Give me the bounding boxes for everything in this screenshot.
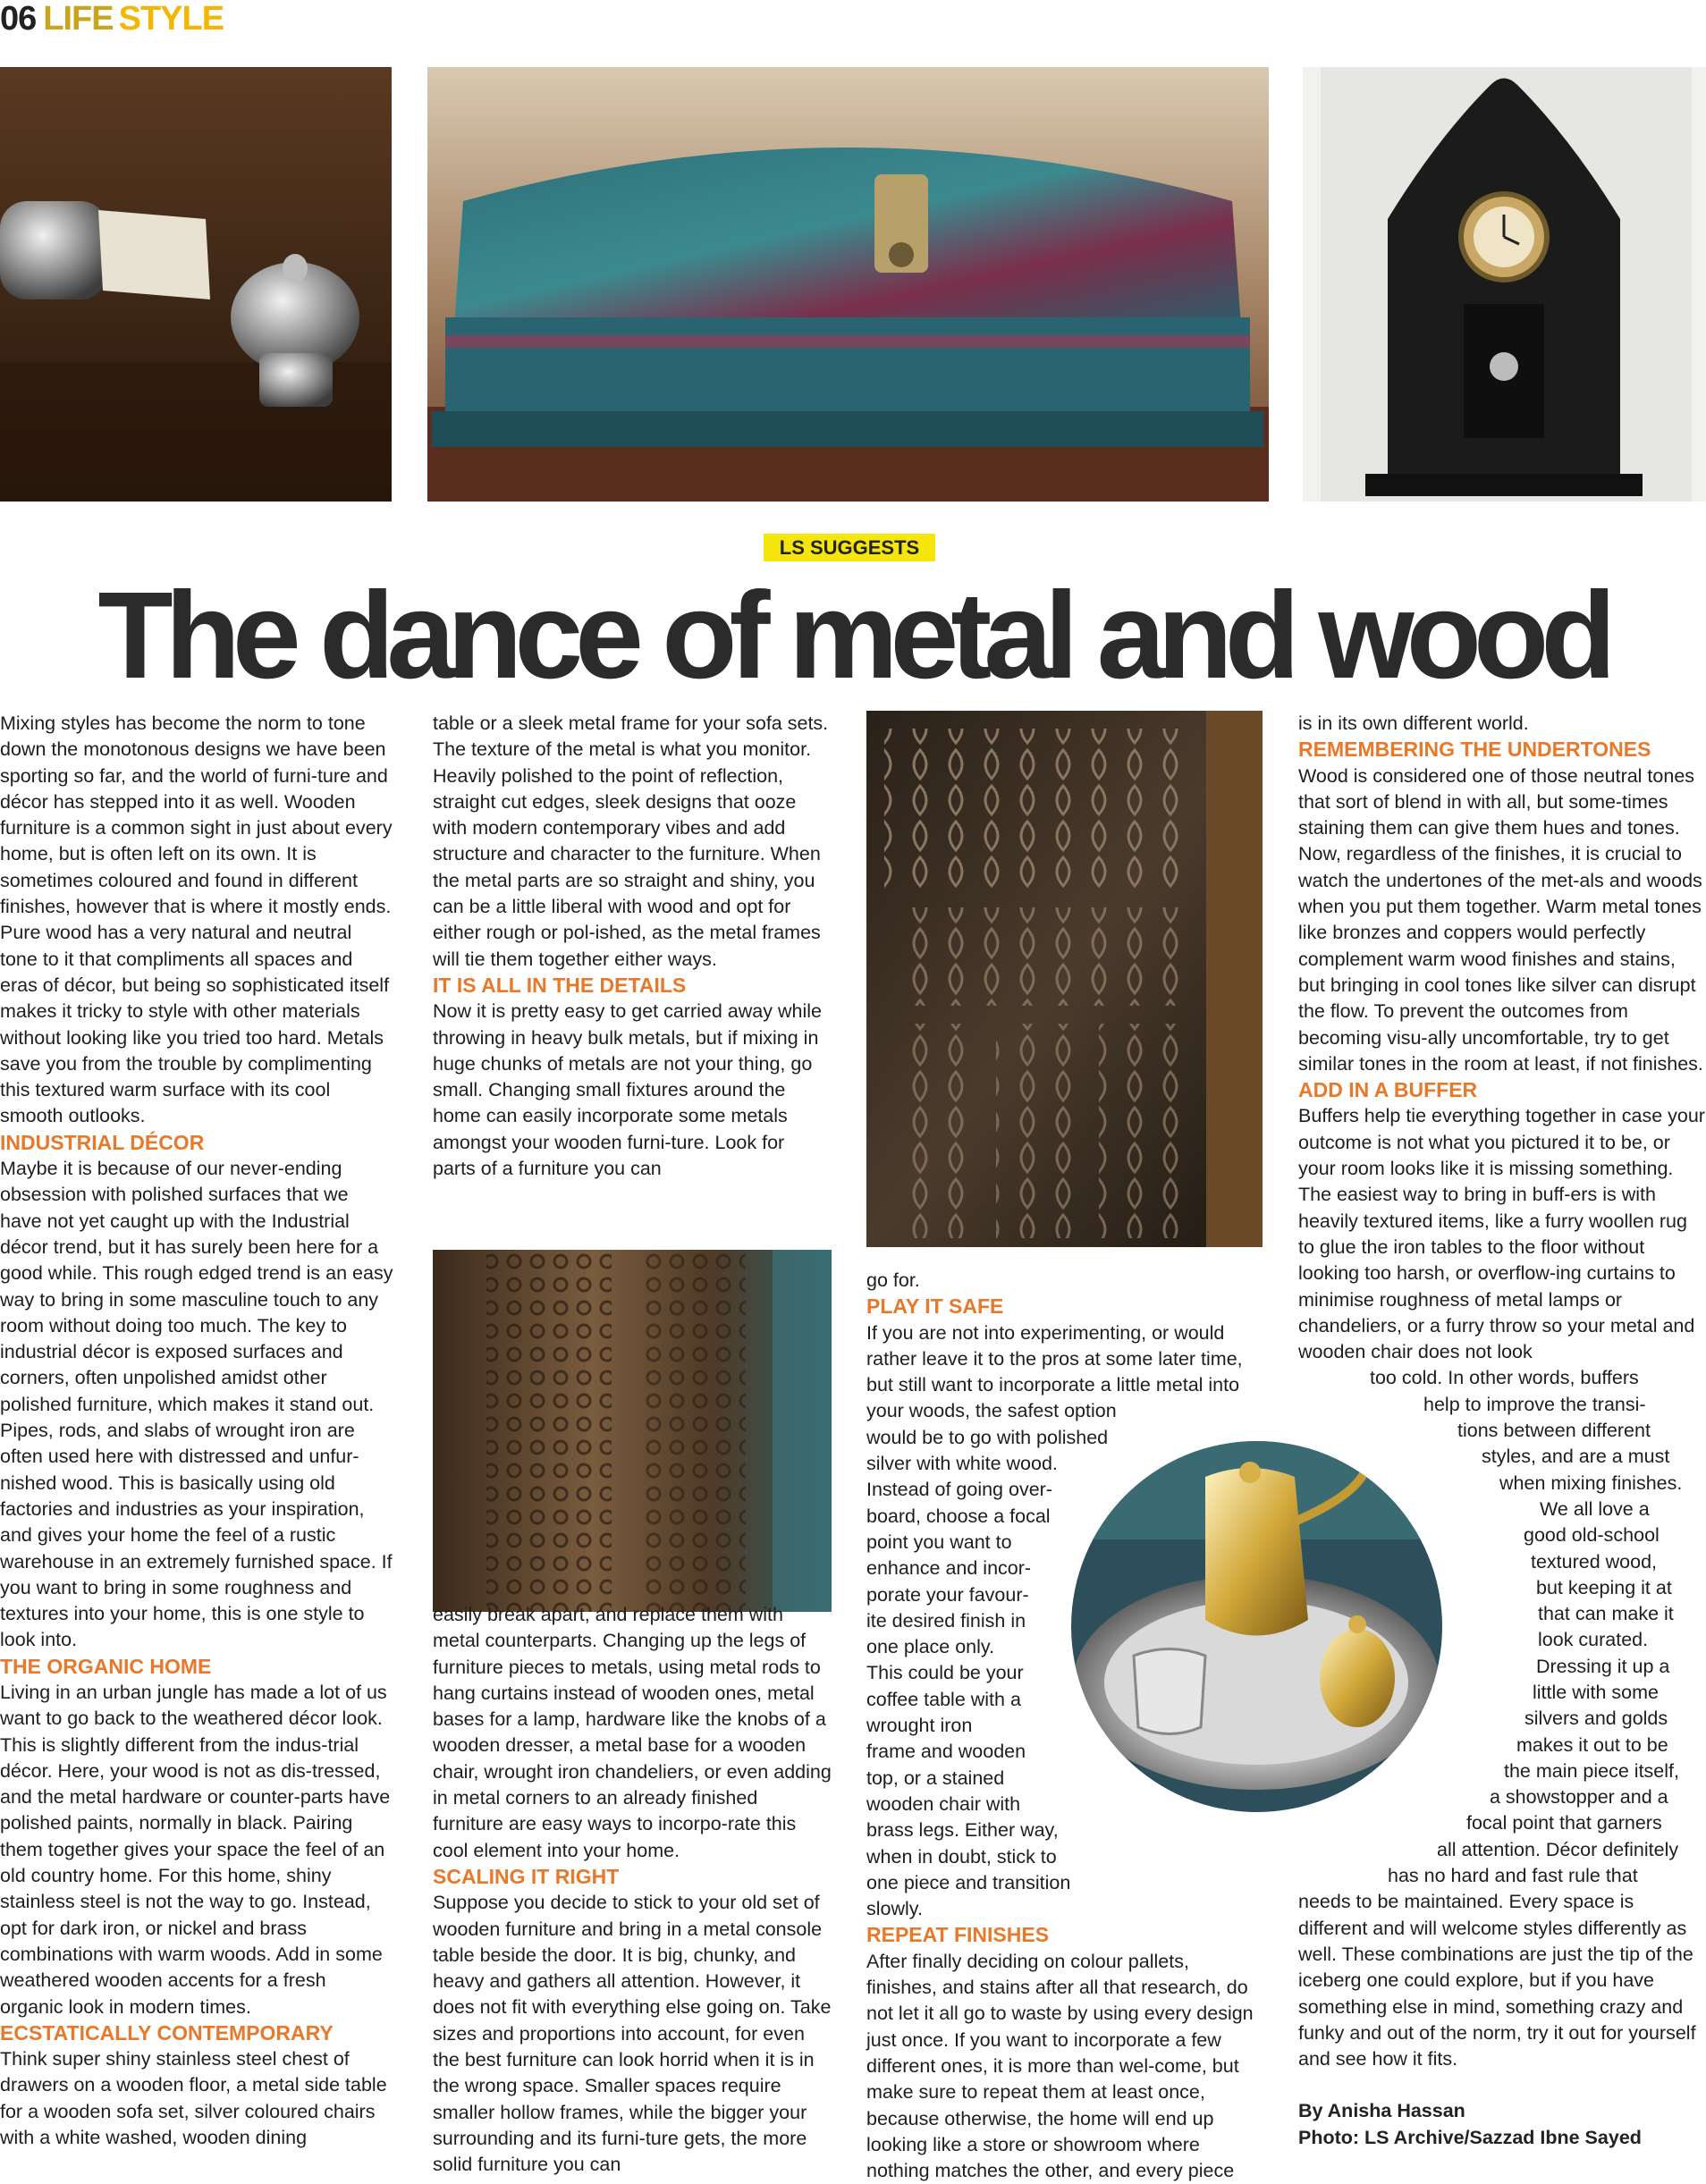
paragraph: Wood is considered one of those neutral tones that sort of blend in with all, but some-times staining them can give them hues and tones. Now, regardless of the finishes, it is crucial to watch the undertones of the met-als and woods when you put them together. Warm metal tones like bronzes and coppers would perfectly complement warm wood finishes and stains, but bringing in cool tones like silver can disrupt the flow. To prevent the outcomes from becoming visu-ally uncomfortable, try to get similar tones in the room at least, if not finishes. [1298,764,1703,1075]
text-line: help to improve the transi- [1423,1393,1646,1415]
text-line: point you want to [866,1530,1012,1553]
text-line: all attention. Décor definitely [1437,1838,1679,1860]
text-line: wrought iron [866,1715,973,1737]
section-heading: REMEMBERING THE UNDERTONES [1298,738,1651,762]
text-line: We all love a [1540,1497,1650,1520]
painted-wooden-chest-photo [427,67,1269,502]
section-heading: ADD IN A BUFFER [1298,1078,1478,1102]
text-line: the main piece itself, [1504,1759,1679,1782]
paragraph: is in its own different world. [1298,713,1529,734]
text-line: too cold. In other words, buffers [1370,1367,1639,1389]
paragraph: Buffers help tie everything together in case your outcome is not what you pictured it to be, or your room looks like it is missing something. The easiest way to bring in buff-ers is with heavily textured items, like a furry woollen rug to glue the iron tables to the floor without looking too harsh, or overflow-ing curtains to minimise roughness of metal lamps or chandeliers, or a furry throw so your metal and wooden chair does not look [1298,1105,1705,1363]
text-line: board, choose a focal [866,1505,1051,1527]
carved-wooden-clock-photo [1303,67,1706,502]
carved-wooden-doors-photo [866,711,1263,1247]
paragraph: After finally deciding on colour pallets, finishes, and stains after all that research, do not let it all go to waste by using every design just once. If you want to incorporate a few different ones, it is more than wel-come, but make sure to repeat them at least once, because otherwise, the home will end up looking like a store or showroom where nothing matches the other, and every piece [866,1950,1254,2182]
carved-wooden-panel-photo [433,1250,832,1612]
column-4 [1298,711,1706,2151]
text-line: has no hard and fast rule that [1388,1865,1638,1887]
paragraph: Think super shiny stainless steel chest of drawers on a wooden floor, a metal side table for a wooden sofa set, silver coloured chairs with a white washed, wooden dining [0,2048,387,2149]
section-heading: THE ORGANIC HOME [0,1654,212,1678]
page-title: The dance of metal and wood [97,567,1609,704]
text-line: tions between different [1457,1420,1651,1442]
section-heading: ECSTATICALLY CONTEMPORARY [0,2020,334,2045]
paragraph: needs to be maintained. Every space is different and will welcome styles differently as well. These combinations are just the tip of the iceberg one could explore, but if you have something else in mind, something crazy and funky and out of the norm, try it out for yourself and see how it fits. [1298,1891,1696,2070]
text-line: but keeping it at [1536,1576,1672,1598]
silver-accessories-photo [0,67,392,502]
section-name-life: LIFE [43,0,114,38]
paragraph: table or a sleek metal frame for your sofa sets. The texture of the metal is what you monitor. Heavily polished to the point of reflection, straight cut edges, sleek designs that ooze with modern contemporary vibes and add structure and character to the furniture. When the metal parts are so straight and shiny, you can be a little liberal with wood and opt for either rough or pol-ished, as the metal frames will tie them together either ways. [433,713,829,970]
section-heading: PLAY IT SAFE [866,1294,1004,1319]
text-line: Instead of going over- [866,1479,1052,1501]
text-line: coffee table with a [866,1688,1021,1710]
text-line: one piece and transition [866,1871,1071,1893]
text-line: textured wood, [1531,1550,1658,1573]
text-line: Dressing it up a [1536,1655,1670,1677]
text-line: focal point that garners [1466,1812,1662,1834]
section-masthead [0,0,224,36]
author-byline: By Anisha Hassan [1298,2100,1465,2122]
text-line: little with some [1533,1681,1659,1703]
text-line: porate your favour- [866,1583,1029,1606]
section-name-style: STYLE [118,0,224,38]
paragraph: Maybe it is because of our never-ending obsession with polished surfaces that we have not yet caught up with the Industrial décor trend, but it has surely been here for a good while. This rough edged trend is an easy way to bring in some masculine touch to any room without doing too much. The key to industrial décor is exposed surfaces and corners, often unpolished amidst other polished furniture, which makes it stand out. Pipes, rods, and slabs of wrought iron are often used here with distressed and unfur-nished wood. This is basically using old factories and industries as your inspiration, and gives your home the feel of a rustic warehouse in an extremely furnished space. If you want to bring in some roughness and textures into your home, this is one style to look into. [0,1158,393,1651]
photo-credit: Photo: LS Archive/Sazzad Ibne Sayed [1298,2126,1642,2148]
text-line: that can make it [1538,1603,1674,1625]
text-line: top, or a stained [866,1767,1005,1789]
section-heading: IT IS ALL IN THE DETAILS [433,973,687,997]
text-line: ite desired finish in [866,1609,1026,1632]
text-line: frame and wooden [866,1741,1026,1763]
wrapped-paragraph [1298,1365,1706,1889]
column-2-top [433,711,832,1182]
text-line: enhance and incor- [866,1557,1032,1580]
text-line: silver with white wood. [866,1453,1058,1475]
paragraph: Mixing styles has become the norm to tone down the monotonous designs we have been sporting so far, and the world of furni-ture and décor has stepped into it as well. Wooden furniture is a common sight in just about every home, but is often left on its own. It is sometimes coloured and found in different finishes, however that is where it mostly ends. Pure wood has a very natural and neutral tone to it that compliments all spaces and eras of décor, but being so sophisticated itself makes it tricky to style with other materials without looking like you tried too hard. Metals save you from the trouble by complimenting this textured warm surface with its cool smooth outlooks. [0,713,393,1127]
section-heading: REPEAT FINISHES [866,1923,1050,1947]
text-line: one place only. [866,1636,995,1658]
spacer [1298,2072,1706,2098]
paragraph: If you are not into experimenting, or would rather leave it to the pros at some later time, but still want to incorporate a little metal into your woods, the safest option [866,1321,1243,1422]
text-line: would be to go with polished [866,1426,1109,1448]
text-line: silvers and golds [1524,1708,1668,1730]
text-line: wooden chair with [866,1792,1021,1815]
text-line: styles, and are a must [1482,1446,1670,1468]
text-line: slowly. [866,1898,923,1920]
section-heading: INDUSTRIAL DÉCOR [0,1130,205,1154]
page-number: 06 [0,0,37,38]
text-line: when in doubt, stick to [866,1845,1057,1868]
column-2-bottom [433,1602,832,2179]
text-line: makes it out to be [1516,1733,1668,1756]
paragraph: Suppose you decide to stick to your old set of wooden furniture and bring in a metal console table beside the door. It is big, chunky, and heavy and gathers all attention. However, it does not fit with everything else going on. Take sizes and proportions into account, for even the best furniture can look horrid when it is in the wrong space. Smaller spaces require smaller hollow frames, while the bigger your surrounding and its furni-ture gets, the more solid furniture you can [433,1892,832,2176]
paragraph: easily break apart, and replace them with metal counterparts. Changing up the legs of furniture pieces to metals, using metal rods to hang curtains instead of wooden ones, metal bases for a lamp, hardware like the knobs of a wooden dresser, a metal base for a wooden chair, wrought iron chandeliers, or even adding in metal corners to an already finished furniture are easy ways to incorpo-rate this cool element into your home. [433,1604,832,1861]
text-line: This could be your [866,1662,1024,1684]
text-line: when mixing finishes. [1499,1471,1683,1494]
text-line: brass legs. Either way, [866,1819,1059,1842]
paragraph: Now it is pretty easy to get carried away while throwing in heavy bulk metals, but if mixing in huge chunks of metals are not your thing, go small. Changing small fixtures around the home can easily incorporate some metals amongst your wooden furni-ture. Look for parts of a furniture you can [433,1000,822,1180]
section-heading: SCALING IT RIGHT [433,1864,620,1888]
text-line: a showstopper and a [1490,1786,1668,1809]
column-1 [0,711,393,2151]
kicker-label: LS SUGGESTS [764,534,935,561]
text-line: good old-school [1524,1524,1660,1547]
paragraph: go for. [866,1269,920,1291]
paragraph: Living in an urban jungle has made a lot of us want to go back to the weathered décor look. This is slightly different from the indus-trial décor. Here, your wood is not as dis-tressed, and the metal hardware or counter-parts have polished paints, normally in black. Pairing them together gives your space the feel of an old country home. For this home, shiny stainless steel is not the way to go. Instead, opt for dark iron, or nickel and brass combinations with warm woods. Add in some weathered wooden accents for a fresh organic look in modern times. [0,1681,391,2018]
text-line: look curated. [1538,1629,1649,1651]
